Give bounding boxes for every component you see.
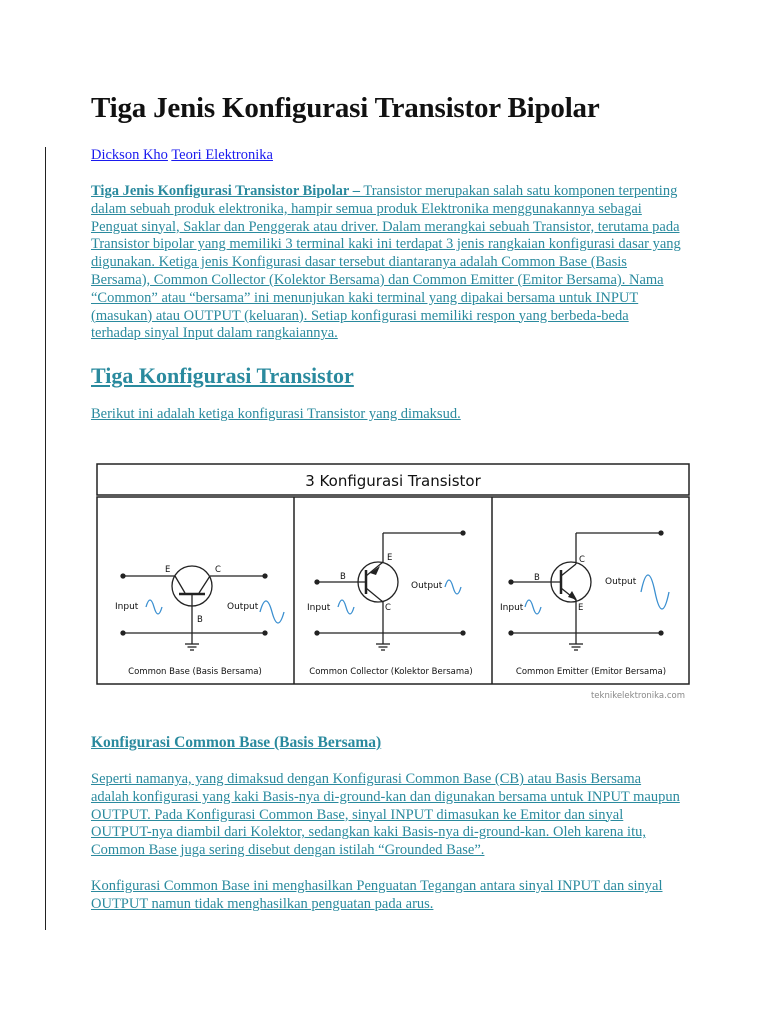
- panel2-input-label: Input: [307, 603, 331, 613]
- section-heading-konfigurasi[interactable]: Tiga Konfigurasi Transistor: [91, 363, 354, 388]
- panel3-input-label: Input: [500, 603, 524, 613]
- common-base-paragraph-2[interactable]: Konfigurasi Common Base ini menghasilkan Penguatan Tegangan antara sinyal INPUT dan sinyal OUTPUT namun tidak menghasilkan penguatan pada arus.: [91, 878, 663, 912]
- panel3-output-label: Output: [605, 577, 637, 587]
- figure-panels-box: [97, 497, 689, 684]
- panel1-caption: Common Base (Basis Bersama): [128, 667, 262, 677]
- common-base-paragraph-1[interactable]: Seperti namanya, yang dimaksud dengan Konfigurasi Common Base (CB) atau Basis Bersama adalah konfigurasi yang kaki Basis-nya di-ground-kan dan digunakan bersama untuk INPUT maupun OUTPUT. Pada Konfigurasi Common Base, sinyal INPUT dimasukan ke Emitor dan sinyal OUTPUT-nya diambil dari Kolektor, sedangkan kaki Basis-nya di-ground-kan. Oleh karena itu, Common Base juga sering disebut dengan istilah “Grounded Base”.: [91, 771, 680, 859]
- author-link[interactable]: Dickson Kho: [91, 147, 168, 163]
- byline: [91, 147, 273, 164]
- section1-text[interactable]: Berikut ini adalah ketiga konfigurasi Transistor yang dimaksud.: [91, 406, 461, 422]
- page-title: Tiga Jenis Konfigurasi Transistor Bipolar: [91, 92, 600, 124]
- panel1-output-label: Output: [227, 602, 259, 612]
- intro-text: Transistor merupakan salah satu komponen terpenting dalam sebuah produk elektronika, hampir semua produk Elektronika menggunakannya sebagai Penguat sinyal, Saklar dan Penggerak atau driver. Dalam merangkai sebuah Transistor, terutama pada Transistor bipolar yang memiliki 3 terminal kaki ini terdapat 3 jenis rangkaian konfigurasi dasar yang digunakan. Ketiga jenis Konfigurasi dasar tersebut diantaranya adalah Common Base (Basis Bersama), Common Collector (Kolektor Bersama) dan Common Emitter (Emitor Bersama). Nama “Common” atau “bersama” ini menunjukan kaki terminal yang dipakai bersama untuk INPUT (masukan) atau OUTPUT (keluaran). Setiap konfigurasi memiliki respon yang berbeda-beda terhadap sinyal Input dalam rangkaiannya.: [91, 183, 681, 342]
- panel2-caption: Common Collector (Kolektor Bersama): [309, 667, 473, 677]
- panel2-output-label: Output: [411, 581, 443, 591]
- figure-title: 3 Konfigurasi Transistor: [305, 472, 481, 490]
- svg-text:C: C: [579, 555, 585, 565]
- panel3-caption: Common Emitter (Emitor Bersama): [515, 667, 667, 677]
- transistor-configuration-figure: [95, 462, 691, 704]
- left-margin-rule: [45, 147, 46, 930]
- svg-text:B: B: [197, 615, 203, 625]
- svg-text:C: C: [215, 565, 221, 575]
- figure-watermark: teknikelektronika.com: [590, 691, 685, 701]
- svg-text:B: B: [340, 572, 346, 582]
- svg-text:B: B: [534, 573, 540, 583]
- category-link[interactable]: Teori Elektronika: [171, 147, 273, 163]
- intro-bold-lead: Tiga Jenis Konfigurasi Transistor Bipolar –: [91, 183, 360, 199]
- svg-text:E: E: [578, 603, 584, 613]
- svg-text:E: E: [165, 565, 171, 575]
- intro-paragraph[interactable]: [91, 183, 681, 343]
- section-heading-common-base[interactable]: Konfigurasi Common Base (Basis Bersama): [91, 734, 382, 751]
- panel1-input-label: Input: [115, 602, 139, 612]
- svg-text:E: E: [387, 553, 393, 563]
- svg-text:C: C: [385, 603, 391, 613]
